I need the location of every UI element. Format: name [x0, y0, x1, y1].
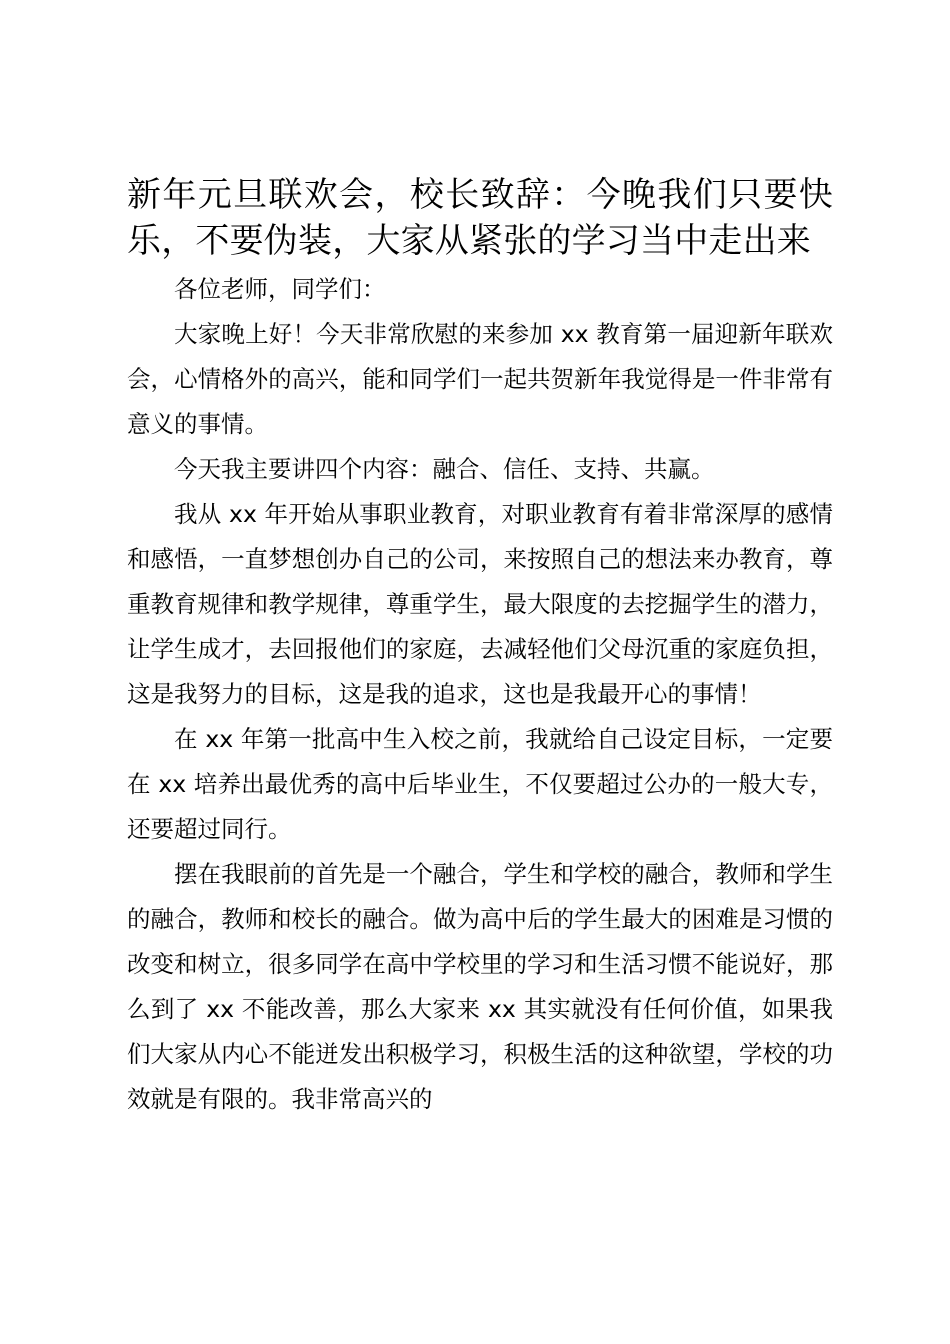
paragraph-5: 摆在我眼前的首先是一个融合，学生和学校的融合，教师和学生的融合，教师和校长的融合。做为高中后的学生最大的困难是习惯的改变和树立，很多同学在高中学校里的学习和生活习惯不能说好，那么到了 xx 不能改善，那么大家来 xx 其实就没有任何价值，如果我们大家从内心不能迸发出积极学习，积极生活的这种欲望，学校的功效就是有限的。我非常高兴的	[127, 860, 833, 1113]
document-title: 新年元旦联欢会，校长致辞：今晚我们只要快乐，不要伪装，大家从紧张的学习当中走出来	[127, 175, 833, 261]
paragraph-2: 今天我主要讲四个内容：融合、信任、支持、共赢。	[174, 455, 715, 483]
paragraph-1: 大家晚上好！今天非常欣慰的来参加 xx 教育第一届迎新年联欢会，心情格外的高兴，能和同学们一起共贺新年我觉得是一件非常有意义的事情。	[127, 320, 833, 438]
paragraph-4: 在 xx 年第一批高中生入校之前，我就给自己设定目标，一定要在 xx 培养出最优秀的高中后毕业生，不仅要超过公办的一般大专，还要超过同行。	[127, 725, 833, 843]
document-page	[127, 172, 833, 1122]
greeting: 各位老师，同学们：	[174, 275, 386, 303]
paragraph-3: 我从 xx 年开始从事职业教育，对职业教育有着非常深厚的感情和感悟，一直梦想创办自己的公司，来按照自己的想法来办教育，尊重教育规律和教学规律，尊重学生，最大限度的去挖掘学生的潜力，让学生成才，去回报他们的家庭，去减轻他们父母沉重的家庭负担，这是我努力的目标，这是我的追求，这也是我最开心的事情！	[127, 500, 833, 708]
